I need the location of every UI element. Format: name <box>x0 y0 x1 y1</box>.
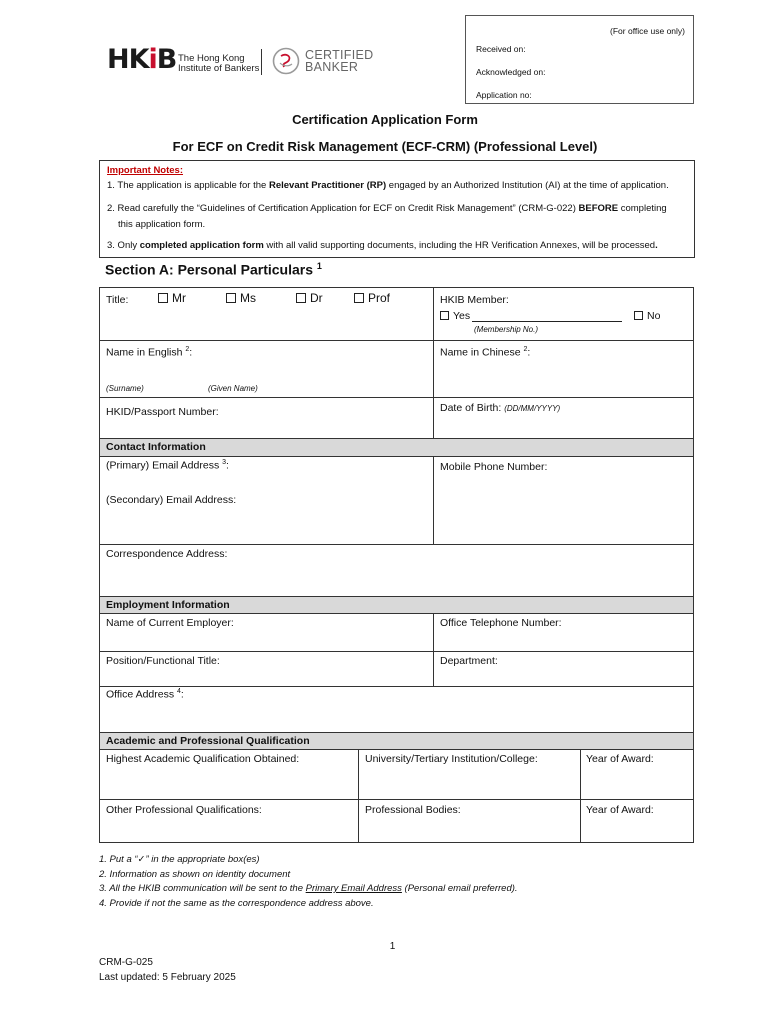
checkbox-member-yes[interactable] <box>440 311 449 320</box>
office-address-label: Office Address $^4$: <box>106 688 184 701</box>
office-tel-label: Office Telephone Number: <box>440 617 562 629</box>
note-1: 1. The application is applicable for the Relevant Practitioner (RP) engaged by an Authorized Institution (AI) at the time of application. <box>107 180 669 191</box>
footnote-4: 4. Provide if not the same as the correspondence address above. <box>99 897 374 909</box>
membership-no-hint: (Membership No.) <box>474 325 539 334</box>
university-cell[interactable] <box>359 750 581 800</box>
name-chinese-cell[interactable] <box>434 341 693 398</box>
year-award2-cell[interactable] <box>581 800 693 843</box>
employer-label: Name of Current Employer: <box>106 617 234 629</box>
footnote-3: 3. All the HKIB communication will be sent to the Primary Email Address (Personal email preferred). <box>99 883 518 894</box>
page-number: 1 <box>389 941 396 952</box>
dob-label: Date of Birth: (DD/MM/YYYY) <box>440 402 561 414</box>
primary-email-link: Primary Email Address <box>305 883 402 894</box>
employment-info-header: Employment Information <box>100 596 693 614</box>
hkib-logo <box>107 44 176 75</box>
institute-line1: The Hong Kong <box>178 53 245 64</box>
checkbox-ms[interactable] <box>226 293 236 303</box>
correspondence-label: Correspondence Address: <box>106 548 228 560</box>
important-notes-box <box>99 160 695 258</box>
notes-heading: Important Notes: <box>107 165 183 176</box>
surname-hint: (Surname) <box>106 384 144 393</box>
primary-email-label: (Primary) Email Address $^3$: <box>106 459 229 472</box>
last-updated: Last updated: 5 February 2025 <box>99 972 236 983</box>
form-subtitle: For ECF on Credit Risk Management (ECF-CRM) (Professional Level) <box>172 139 598 154</box>
prof-bodies-label: Professional Bodies: <box>365 804 461 816</box>
hkib-member-label: HKIB Member: <box>440 294 509 306</box>
logo-hk-text: HK <box>107 44 149 75</box>
hkid-label: HKID/Passport Number: <box>106 406 219 418</box>
acknowledged-on-label: Acknowledged on: <box>476 67 546 77</box>
secondary-email-label: (Secondary) Email Address: <box>106 494 237 506</box>
footnote-2: 2. Information as shown on identity document <box>99 868 291 880</box>
membership-no-field[interactable] <box>472 321 622 322</box>
note-2: 2. Read carefully the “Guidelines of Certification Application for ECF on Credit Risk Management” (CRM-G-022) BEFORE completing <box>107 203 667 214</box>
other-qual-label: Other Professional Qualifications: <box>106 804 262 816</box>
logo-divider <box>261 49 262 75</box>
year-award-label: Year of Award: <box>586 753 654 765</box>
department-label: Department: <box>440 655 498 667</box>
title-option-prof[interactable]: Prof <box>354 291 390 305</box>
correspondence-cell[interactable] <box>100 545 693 596</box>
department-cell[interactable] <box>434 652 693 687</box>
title-option-mr[interactable]: Mr <box>158 291 186 305</box>
office-tel-cell[interactable] <box>434 614 693 652</box>
university-label: University/Tertiary Institution/College: <box>365 753 538 765</box>
hkib-member-cell <box>434 288 693 341</box>
certified-banker-text <box>305 49 373 73</box>
position-label: Position/Functional Title: <box>106 655 220 667</box>
mobile-label: Mobile Phone Number: <box>440 461 548 473</box>
title-option-ms[interactable]: Ms <box>226 291 256 305</box>
highest-qual-label: Highest Academic Qualification Obtained: <box>106 753 300 765</box>
certified-banker-seal-icon <box>272 47 300 75</box>
application-no-label: Application no: <box>476 90 532 100</box>
note-3: 3. Only completed application form with all valid supporting documents, including the HR Verification Annexes, will be processed. <box>107 240 658 251</box>
checkbox-member-no[interactable] <box>634 311 643 320</box>
employer-cell[interactable] <box>100 614 434 652</box>
personal-particulars-form <box>99 287 694 843</box>
year-award2-label: Year of Award: <box>586 804 654 816</box>
document-footer <box>99 955 236 985</box>
member-yes-option[interactable]: Yes <box>440 310 470 322</box>
name-english-cell[interactable] <box>100 341 434 398</box>
year-award-cell[interactable] <box>581 750 693 800</box>
member-no-option[interactable]: No <box>634 310 660 322</box>
name-english-label: Name in English $^2$: <box>106 346 193 359</box>
received-on-label: Received on: <box>476 44 526 54</box>
title-option-dr[interactable]: Dr <box>296 291 323 305</box>
name-chinese-label: Name in Chinese $^2$: <box>440 346 531 359</box>
prof-bodies-cell[interactable] <box>359 800 581 843</box>
given-name-hint: (Given Name) <box>208 384 258 393</box>
academic-info-header: Academic and Professional Qualification <box>100 732 693 750</box>
hkid-cell[interactable] <box>100 398 434 439</box>
footnotes <box>99 853 518 911</box>
dob-cell[interactable] <box>434 398 693 439</box>
contact-info-header: Contact Information <box>100 438 693 457</box>
checkbox-prof[interactable] <box>354 293 364 303</box>
note-2-line2: this application form. <box>118 219 206 230</box>
office-address-cell[interactable] <box>100 687 693 733</box>
office-use-title: (For office use only) <box>610 26 685 36</box>
other-qual-cell[interactable] <box>100 800 359 843</box>
institute-line2: Institute of Bankers <box>178 63 260 74</box>
certified-line2: BANKER <box>305 60 359 74</box>
logo-i-text: i <box>148 44 157 75</box>
highest-qual-cell[interactable] <box>100 750 359 800</box>
mobile-cell[interactable] <box>434 457 693 545</box>
logo-b-text: B <box>156 44 177 75</box>
footnote-1: 1. Put a “✓” in the appropriate box(es) <box>99 854 260 865</box>
form-title: Certification Application Form <box>292 112 478 127</box>
office-use-box <box>465 15 694 104</box>
position-cell[interactable] <box>100 652 434 687</box>
email-cell[interactable] <box>100 457 434 545</box>
title-cell <box>100 288 434 341</box>
section-a-title: Section A: Personal Particulars $^1$ <box>105 261 322 278</box>
doc-code: CRM-G-025 <box>99 957 153 968</box>
institute-name <box>178 54 259 74</box>
certified-line1: CERTIFIED <box>305 48 374 62</box>
checkbox-dr[interactable] <box>296 293 306 303</box>
title-label: Title: <box>106 294 129 306</box>
checkbox-mr[interactable] <box>158 293 168 303</box>
